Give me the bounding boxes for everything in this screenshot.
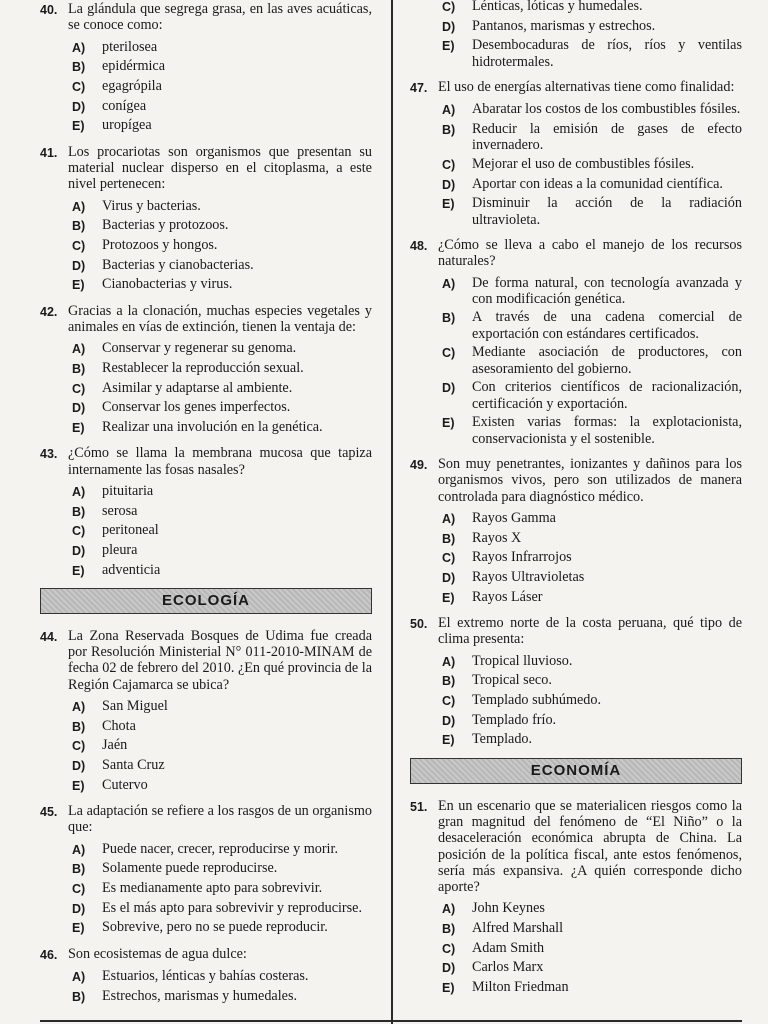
option-letter: A) <box>72 342 86 357</box>
question-text: La Zona Reservada Bosques de Udima fue creada por Resolución Ministerial N° 011-2010-MINAM de fecha 02 de febrero del 2010. ¿En qué provincia de la Región Cajamarca se ubica? <box>68 627 372 693</box>
option-list <box>72 698 372 794</box>
answer-option <box>442 176 742 193</box>
option-letter: D) <box>72 99 86 114</box>
option-text: Reducir la emisión de gases de efecto invernadero. <box>472 120 742 154</box>
option-list <box>72 39 372 135</box>
answer-option <box>72 988 372 1005</box>
answer-option <box>442 309 742 342</box>
option-text: adventicia <box>102 561 161 578</box>
answer-option <box>442 569 742 586</box>
option-letter: C) <box>72 381 86 396</box>
option-text: Estrechos, marismas y humedales. <box>102 987 298 1004</box>
option-text: uropígea <box>102 117 152 134</box>
question <box>40 803 372 836</box>
option-letter: B) <box>72 60 86 75</box>
option-text: conígea <box>102 97 147 114</box>
answer-option <box>72 78 372 95</box>
question <box>410 456 742 505</box>
answer-option <box>72 58 372 75</box>
question-block <box>40 445 372 579</box>
option-list <box>442 275 742 448</box>
answer-option <box>72 900 372 917</box>
answer-option <box>442 589 742 606</box>
question-text: Son ecosistemas de agua dulce: <box>68 945 247 962</box>
answer-option <box>72 237 372 254</box>
option-letter: C) <box>442 551 456 566</box>
answer-option <box>72 503 372 520</box>
option-text: Existen varias formas: la explotacionista, conservacionista y el sostenible. <box>472 414 742 447</box>
option-text: Rayos Infrarrojos <box>472 549 572 566</box>
option-letter: C) <box>442 157 456 172</box>
option-list <box>442 0 742 70</box>
question-block <box>410 615 742 749</box>
answer-option <box>442 959 742 976</box>
option-list <box>442 653 742 749</box>
answer-option <box>442 900 742 917</box>
question-number: 41. <box>40 145 58 160</box>
question-block <box>40 144 372 294</box>
question-block <box>40 803 372 937</box>
option-list <box>442 900 742 996</box>
question-block <box>410 79 742 228</box>
option-list <box>72 198 372 294</box>
option-text: Rayos Láser <box>472 588 543 605</box>
option-text: Virus y bacterias. <box>102 197 201 214</box>
question-number: 48. <box>410 238 428 253</box>
option-letter: D) <box>442 961 456 976</box>
option-text: Asimilar y adaptarse al ambiente. <box>102 379 293 396</box>
question-text: Los procariotas son organismos que presentan su material nuclear disperso en el citoplasma, a este nivel pertenecen: <box>68 143 372 193</box>
option-letter: E) <box>72 778 85 793</box>
option-letter: E) <box>72 119 85 134</box>
option-text: Tropical lluvioso. <box>472 652 573 669</box>
answer-option <box>442 692 742 709</box>
answer-option <box>442 979 742 996</box>
answer-option <box>72 880 372 897</box>
option-letter: B) <box>72 219 86 234</box>
answer-option <box>72 522 372 539</box>
option-letter: E) <box>442 981 455 996</box>
option-text: Templado frío. <box>472 711 557 728</box>
question-text: ¿Cómo se lleva a cabo el manejo de los recursos naturales? <box>438 236 742 270</box>
answer-option <box>72 198 372 215</box>
option-letter: E) <box>442 197 455 212</box>
option-text: Cutervo <box>102 776 148 793</box>
question-text: La adaptación se refiere a los rasgos de un organismo que: <box>68 803 372 836</box>
option-text: Pantanos, marismas y estrechos. <box>472 17 656 34</box>
option-text: Milton Friedman <box>472 979 569 996</box>
answer-option <box>442 156 742 173</box>
option-letter: A) <box>72 700 86 715</box>
option-text: pituitaria <box>102 482 154 499</box>
option-letter: A) <box>72 970 86 985</box>
option-text: serosa <box>102 502 138 519</box>
option-letter: B) <box>72 719 86 734</box>
option-text: Solamente puede reproducirse. <box>102 860 278 877</box>
option-text: Cianobacterias y virus. <box>102 276 233 293</box>
question <box>40 144 372 193</box>
option-text: Jaén <box>102 737 128 754</box>
option-list <box>72 841 372 937</box>
answer-option <box>442 940 742 957</box>
option-text: Templado. <box>472 731 533 748</box>
left-column <box>40 1 372 1014</box>
option-text: pterilosea <box>102 38 158 55</box>
question <box>40 628 372 693</box>
answer-option <box>442 0 742 15</box>
answer-option <box>72 968 372 985</box>
option-text: Disminuir la acción de la radiación ultravioleta. <box>472 195 742 228</box>
answer-option <box>442 672 742 689</box>
option-text: Protozoos y hongos. <box>102 236 218 253</box>
option-text: Templado subhúmedo. <box>472 691 602 708</box>
option-letter: A) <box>72 40 86 55</box>
question-number: 45. <box>40 805 58 820</box>
question-block <box>40 628 372 794</box>
option-text: Adam Smith <box>472 939 545 956</box>
column-divider <box>391 0 393 1024</box>
answer-option <box>72 718 372 735</box>
option-text: San Miguel <box>102 698 168 715</box>
answer-option <box>72 360 372 377</box>
answer-option <box>72 777 372 794</box>
answer-option <box>72 340 372 357</box>
question-text: La glándula que segrega grasa, en las aves acuáticas, se conoce como: <box>68 1 372 34</box>
answer-option <box>72 257 372 274</box>
option-text: Carlos Marx <box>472 959 544 976</box>
option-letter: A) <box>72 484 86 499</box>
question-text: Gracias a la clonación, muchas especies vegetales y animales en vías de extinción, tienen la ventaja de: <box>68 302 372 335</box>
option-text: Aportar con ideas a la comunidad científica. <box>472 175 723 192</box>
question <box>410 237 742 270</box>
option-letter: D) <box>442 19 456 34</box>
option-list <box>442 510 742 606</box>
option-letter: B) <box>442 674 456 689</box>
option-text: Es el más apto para sobrevivir y reproducirse. <box>102 899 363 916</box>
option-text: A través de una cadena comercial de exportación con estándares certificados. <box>472 309 742 342</box>
option-text: Abaratar los costos de los combustibles fósiles. <box>472 101 741 118</box>
option-text: John Keynes <box>472 900 545 917</box>
question <box>40 1 372 34</box>
option-letter: D) <box>72 543 86 558</box>
option-text: De forma natural, con tecnología avanzada y con modificación genética. <box>472 274 742 307</box>
answer-option <box>442 275 742 308</box>
answer-option <box>72 117 372 134</box>
answer-option <box>72 39 372 56</box>
option-letter: D) <box>72 759 86 774</box>
answer-option <box>72 841 372 858</box>
question <box>40 445 372 478</box>
answer-option <box>442 195 742 228</box>
option-letter: A) <box>442 654 456 669</box>
answer-option <box>442 18 742 35</box>
question-number: 49. <box>410 458 428 473</box>
question-block <box>410 798 742 997</box>
question <box>40 946 372 963</box>
answer-option <box>72 919 372 936</box>
option-letter: D) <box>72 901 86 916</box>
option-letter: E) <box>442 590 455 605</box>
answer-option <box>72 737 372 754</box>
question-text: ¿Cómo se llama la membrana mucosa que tapiza internamente las fosas nasales? <box>68 445 372 478</box>
option-text: epidérmica <box>102 58 166 75</box>
option-letter: A) <box>442 511 456 526</box>
answer-option <box>442 37 742 70</box>
option-letter: E) <box>72 420 85 435</box>
option-letter: A) <box>72 842 86 857</box>
question <box>40 303 372 336</box>
option-letter: C) <box>442 346 456 361</box>
option-text: Alfred Marshall <box>472 920 564 937</box>
question-number: 40. <box>40 3 58 17</box>
question-block <box>40 1 372 135</box>
option-letter: B) <box>442 122 456 137</box>
option-letter: C) <box>72 882 86 897</box>
option-text: Sobrevive, pero no se puede reproducir. <box>102 919 328 936</box>
option-text: Tropical seco. <box>472 672 552 689</box>
answer-option <box>72 483 372 500</box>
option-letter: C) <box>72 79 86 94</box>
question-text: El uso de energías alternativas tiene como finalidad: <box>438 78 735 95</box>
option-text: Desembocaduras de ríos, ríos y ventilas hidrotermales. <box>472 37 742 70</box>
question-block <box>40 946 372 1005</box>
option-letter: A) <box>442 902 456 917</box>
option-text: Con criterios científicos de racionalización, certificación y exportación. <box>472 379 742 412</box>
answer-option <box>72 860 372 877</box>
option-letter: E) <box>72 278 85 293</box>
option-letter: D) <box>442 381 456 396</box>
option-letter: C) <box>72 739 86 754</box>
question-text: Son muy penetrantes, ionizantes y dañinos para los organismos vivos, pero son utilizados de manera controlada para diagnóstico médico. <box>438 456 742 505</box>
answer-option <box>442 653 742 670</box>
answer-option <box>442 101 742 118</box>
option-text: Conservar los genes imperfectos. <box>102 399 291 416</box>
option-text: Realizar una involución en la genética. <box>102 418 323 435</box>
option-list <box>72 968 372 1005</box>
answer-option <box>442 920 742 937</box>
answer-option <box>442 379 742 412</box>
answer-option <box>442 530 742 547</box>
option-text: Lénticas, lóticas y humedales. <box>472 0 643 14</box>
option-letter: C) <box>442 0 456 14</box>
bottom-rule <box>40 1020 742 1022</box>
section-header: ECONOMÍA <box>410 758 742 784</box>
option-letter: C) <box>72 238 86 253</box>
question-number: 50. <box>410 616 428 631</box>
option-letter: E) <box>442 39 455 54</box>
option-list <box>72 340 372 436</box>
question-number: 46. <box>40 947 58 962</box>
question <box>410 798 742 896</box>
question-number: 43. <box>40 447 58 462</box>
option-letter: B) <box>72 504 86 519</box>
answer-option <box>442 510 742 527</box>
option-letter: D) <box>72 401 86 416</box>
question-block <box>410 237 742 447</box>
option-text: Restablecer la reproducción sexual. <box>102 359 304 376</box>
option-letter: B) <box>442 311 456 326</box>
answer-option <box>72 698 372 715</box>
question-number: 51. <box>410 799 428 814</box>
answer-option <box>72 542 372 559</box>
answer-option <box>442 549 742 566</box>
option-letter: C) <box>72 524 86 539</box>
option-text: Puede nacer, crecer, reproducirse y morir. <box>102 840 338 857</box>
option-letter: B) <box>72 862 86 877</box>
option-text: pleura <box>102 541 138 558</box>
answer-option <box>72 276 372 293</box>
option-letter: C) <box>442 941 456 956</box>
question-text: El extremo norte de la costa peruana, qué tipo de clima presenta: <box>438 614 742 648</box>
question <box>410 615 742 648</box>
option-letter: B) <box>442 922 456 937</box>
answer-option <box>442 731 742 748</box>
option-text: Chota <box>102 717 136 734</box>
section-header: ECOLOGÍA <box>40 588 372 614</box>
question-block <box>410 456 742 606</box>
option-letter: D) <box>72 258 86 273</box>
answer-option <box>72 757 372 774</box>
option-letter: E) <box>442 416 455 431</box>
answer-option <box>442 344 742 377</box>
option-text: Estuarios, lénticas y bahías costeras. <box>102 968 309 985</box>
option-letter: D) <box>442 177 456 192</box>
question-text: En un escenario que se materialicen riesgos como la gran magnitud del fenómeno de “El Niño” o la desaceleración económica abrupta de China. La posición de la política fiscal, ante estos fenómenos, sería más expansiva. ¿A quién corresponde dicho aporte? <box>438 797 742 896</box>
answer-option <box>72 217 372 234</box>
question-number: 47. <box>410 80 428 95</box>
question-block <box>410 0 742 70</box>
option-text: Rayos X <box>472 529 522 546</box>
answer-option <box>72 380 372 397</box>
option-text: peritoneal <box>102 522 159 539</box>
answer-option <box>72 419 372 436</box>
option-letter: A) <box>442 103 456 118</box>
option-text: Mejorar el uso de combustibles fósiles. <box>472 155 695 172</box>
option-list <box>72 483 372 579</box>
option-letter: C) <box>442 693 456 708</box>
option-text: Mediante asociación de productores, con asesoramiento del gobierno. <box>472 344 742 377</box>
option-text: Es medianamente apto para sobrevivir. <box>102 880 323 897</box>
option-text: Rayos Gamma <box>472 509 556 526</box>
option-text: egagrópila <box>102 77 162 94</box>
question-block <box>40 303 372 437</box>
question-number: 42. <box>40 304 58 319</box>
answer-option <box>442 121 742 154</box>
option-letter: B) <box>442 531 456 546</box>
option-letter: A) <box>442 276 456 291</box>
option-text: Bacterias y protozoos. <box>102 217 229 234</box>
option-letter: E) <box>442 733 455 748</box>
option-list <box>442 101 742 228</box>
question-number: 44. <box>40 629 58 644</box>
answer-option <box>442 712 742 729</box>
option-letter: A) <box>72 199 86 214</box>
option-text: Conservar y regenerar su genoma. <box>102 340 297 357</box>
question <box>410 79 742 96</box>
option-letter: D) <box>442 570 456 585</box>
option-letter: E) <box>72 921 85 936</box>
option-letter: E) <box>72 563 85 578</box>
option-letter: B) <box>72 361 86 376</box>
answer-option <box>72 562 372 579</box>
answer-option <box>442 414 742 447</box>
option-text: Bacterias y cianobacterias. <box>102 256 254 273</box>
right-column <box>410 0 742 1005</box>
option-letter: D) <box>442 713 456 728</box>
option-text: Santa Cruz <box>102 757 165 774</box>
option-letter: B) <box>72 989 86 1004</box>
option-text: Rayos Ultravioletas <box>472 568 585 585</box>
answer-option <box>72 98 372 115</box>
answer-option <box>72 399 372 416</box>
